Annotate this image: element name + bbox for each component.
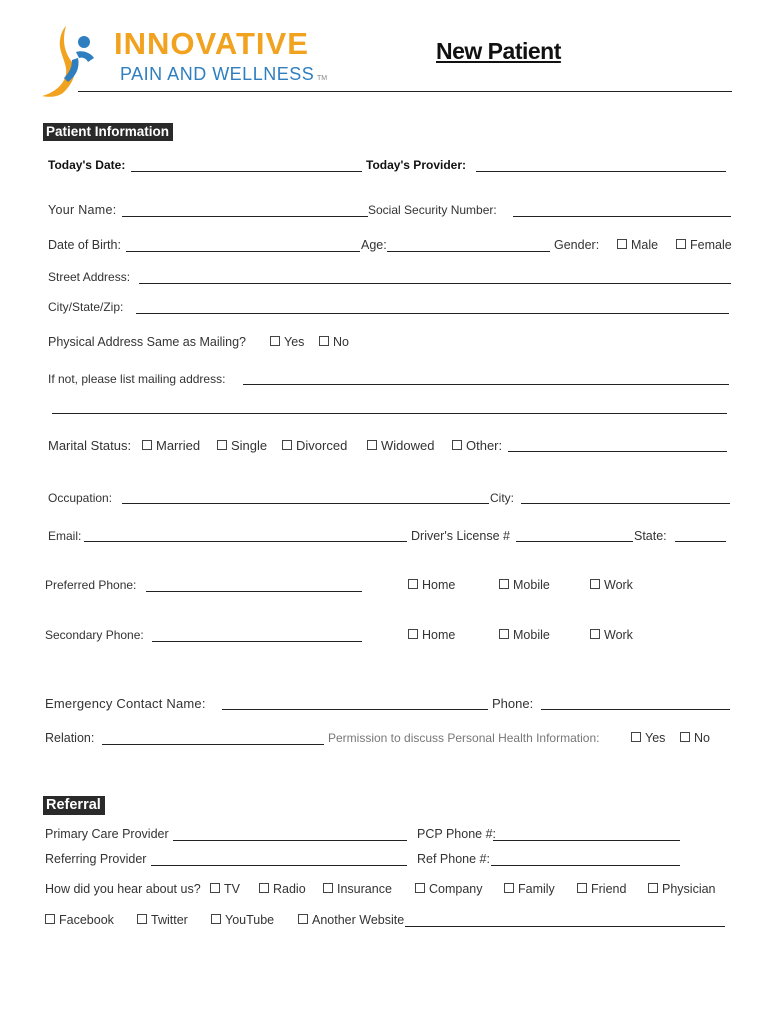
gender-male-checkbox[interactable] (617, 238, 658, 252)
checkbox-icon (680, 732, 690, 742)
hear-tv-checkbox[interactable] (210, 882, 240, 896)
checkbox-icon (590, 629, 600, 639)
ref-phone-label: Ref Phone #: (417, 852, 490, 866)
option-label: Mobile (513, 628, 550, 642)
dob-label: Date of Birth: (48, 238, 121, 252)
preferred-phone-field[interactable] (146, 591, 362, 592)
referring-provider-label: Referring Provider (45, 852, 147, 866)
secondary-phone-label: Secondary Phone: (45, 628, 144, 642)
option-label: Female (690, 238, 732, 252)
hear-insurance-checkbox[interactable] (323, 882, 392, 896)
option-label: Widowed (381, 438, 435, 453)
option-label: Friend (591, 882, 627, 896)
mailing-address-label: If not, please list mailing address: (48, 372, 226, 386)
checkbox-icon (270, 336, 280, 346)
logo-name: INNOVATIVE (114, 26, 309, 61)
option-label: Company (429, 882, 483, 896)
marital-other-field[interactable] (508, 451, 727, 452)
physical-same-no-checkbox[interactable] (319, 335, 349, 349)
state-label: State: (634, 529, 667, 543)
emergency-phone-label: Phone: (492, 696, 534, 711)
todays-provider-label: Today's Provider: (366, 158, 466, 172)
hear-facebook-checkbox[interactable] (45, 913, 114, 927)
hear-family-checkbox[interactable] (504, 882, 555, 896)
referring-provider-field[interactable] (151, 865, 407, 866)
drivers-license-field[interactable] (516, 541, 633, 542)
marital-widowed-checkbox[interactable] (367, 438, 434, 453)
option-label: Physician (662, 882, 716, 896)
option-label: Family (518, 882, 555, 896)
city-field[interactable] (521, 503, 730, 504)
page-title: New Patient (436, 38, 561, 64)
logo-trademark: TM (317, 75, 328, 82)
option-label: Yes (284, 335, 305, 349)
checkbox-icon (142, 440, 152, 450)
todays-date-label: Today's Date: (48, 158, 126, 172)
relation-field[interactable] (102, 744, 324, 745)
checkbox-icon (408, 579, 418, 589)
checkbox-icon (499, 579, 509, 589)
checkbox-icon (259, 883, 269, 893)
option-label: Radio (273, 882, 306, 896)
dob-field[interactable] (126, 251, 360, 252)
checkbox-icon (217, 440, 227, 450)
hear-radio-checkbox[interactable] (259, 882, 306, 896)
hear-physician-checkbox[interactable] (648, 882, 716, 896)
checkbox-icon (617, 239, 627, 249)
checkbox-icon (504, 883, 514, 893)
state-field[interactable] (675, 541, 726, 542)
checkbox-icon (319, 336, 329, 346)
checkbox-icon (45, 914, 55, 924)
checkbox-icon (210, 883, 220, 893)
street-address-label: Street Address: (48, 270, 131, 284)
city-state-zip-field[interactable] (136, 313, 729, 314)
ssn-field[interactable] (513, 216, 731, 217)
hear-company-checkbox[interactable] (415, 882, 483, 896)
pcp-field[interactable] (173, 840, 407, 841)
option-label: Mobile (513, 578, 550, 592)
emergency-phone-field[interactable] (541, 709, 730, 710)
option-label: Home (422, 628, 456, 642)
email-label: Email: (48, 529, 82, 543)
section-referral: Referral (43, 796, 105, 815)
physical-same-yes-checkbox[interactable] (270, 335, 304, 349)
occupation-field[interactable] (122, 503, 489, 504)
your-name-label: Your Name: (48, 203, 117, 217)
checkbox-icon (452, 440, 462, 450)
drivers-license-label: Driver's License # (411, 529, 510, 543)
pcp-phone-label: PCP Phone #: (417, 827, 496, 841)
option-label: Work (604, 628, 633, 642)
option-label: Divorced (296, 438, 348, 453)
hear-twitter-checkbox[interactable] (137, 913, 188, 927)
option-label: YouTube (225, 913, 275, 927)
header-rule (78, 91, 732, 92)
secondary-phone-work-checkbox[interactable] (590, 628, 633, 642)
your-name-field[interactable] (122, 216, 368, 217)
option-label: Male (631, 238, 659, 252)
mailing-address-field-2[interactable] (52, 413, 727, 414)
relation-label: Relation: (45, 731, 95, 745)
checkbox-icon (298, 914, 308, 924)
hear-another-website-checkbox[interactable] (298, 913, 404, 927)
checkbox-icon (577, 883, 587, 893)
option-label: Facebook (59, 913, 114, 927)
physical-same-label: Physical Address Same as Mailing? (48, 335, 247, 349)
city-label: City: (490, 491, 514, 505)
option-label: Another Website (312, 913, 405, 927)
occupation-label: Occupation: (48, 491, 113, 505)
preferred-phone-home-checkbox[interactable] (408, 578, 455, 592)
option-label: Married (156, 438, 201, 453)
preferred-phone-work-checkbox[interactable] (590, 578, 633, 592)
checkbox-icon (408, 629, 418, 639)
permission-yes-checkbox[interactable] (631, 731, 665, 745)
gender-female-checkbox[interactable] (676, 238, 732, 252)
option-label: Insurance (337, 882, 392, 896)
checkbox-icon (631, 732, 641, 742)
option-label: Other: (466, 438, 503, 453)
section-patient-information: Patient Information (43, 123, 173, 141)
secondary-phone-field[interactable] (152, 641, 362, 642)
checkbox-icon (648, 883, 658, 893)
email-field[interactable] (84, 541, 407, 542)
hear-friend-checkbox[interactable] (577, 882, 626, 896)
checkbox-icon (211, 914, 221, 924)
hear-about-label: How did you hear about us? (45, 882, 201, 896)
marital-other-checkbox[interactable] (452, 438, 502, 453)
checkbox-icon (590, 579, 600, 589)
permission-no-checkbox[interactable] (680, 731, 710, 745)
todays-date-field[interactable] (131, 171, 362, 172)
gender-label: Gender: (554, 238, 600, 252)
marital-married-checkbox[interactable] (142, 438, 200, 453)
age-label: Age: (361, 238, 387, 252)
secondary-phone-mobile-checkbox[interactable] (499, 628, 550, 642)
option-label: Work (604, 578, 633, 592)
checkbox-icon (323, 883, 333, 893)
ref-phone-field[interactable] (491, 865, 680, 866)
preferred-phone-label: Preferred Phone: (45, 578, 137, 592)
checkbox-icon (367, 440, 377, 450)
runner-logo-icon (34, 22, 104, 98)
emergency-contact-field[interactable] (222, 709, 488, 710)
another-website-field[interactable] (405, 926, 725, 927)
marital-divorced-checkbox[interactable] (282, 438, 347, 453)
checkbox-icon (282, 440, 292, 450)
logo (34, 22, 334, 98)
permission-label: Permission to discuss Personal Health Information: (328, 731, 600, 745)
age-field[interactable] (387, 251, 550, 252)
marital-status-label: Marital Status: (48, 438, 132, 453)
todays-provider-field[interactable] (476, 171, 726, 172)
checkbox-icon (137, 914, 147, 924)
emergency-contact-label: Emergency Contact Name: (45, 696, 206, 711)
checkbox-icon (499, 629, 509, 639)
city-state-zip-label: City/State/Zip: (48, 300, 124, 314)
option-label: No (333, 335, 349, 349)
street-address-field[interactable] (139, 283, 731, 284)
ssn-label: Social Security Number: (368, 203, 497, 217)
option-label: Home (422, 578, 456, 592)
option-label: Twitter (151, 913, 188, 927)
preferred-phone-mobile-checkbox[interactable] (499, 578, 550, 592)
option-label: No (694, 731, 710, 745)
marital-single-checkbox[interactable] (217, 438, 267, 453)
option-label: TV (224, 882, 240, 896)
pcp-label: Primary Care Provider (45, 827, 169, 841)
option-label: Yes (645, 731, 666, 745)
checkbox-icon (415, 883, 425, 893)
hear-youtube-checkbox[interactable] (211, 913, 274, 927)
secondary-phone-home-checkbox[interactable] (408, 628, 455, 642)
pcp-phone-field[interactable] (493, 840, 680, 841)
logo-subtitle: PAIN AND WELLNESS (120, 64, 315, 84)
mailing-address-field[interactable] (243, 384, 729, 385)
option-label: Single (231, 438, 268, 453)
checkbox-icon (676, 239, 686, 249)
